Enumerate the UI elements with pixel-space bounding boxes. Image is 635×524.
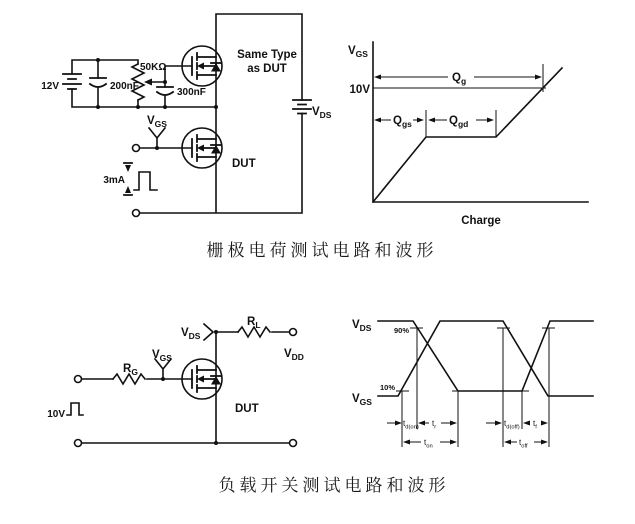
vgs-trace (378, 321, 593, 396)
current-source-icon (124, 163, 132, 195)
load-switch-circuit (47, 316, 304, 447)
td-off-label: $t_{d(off)}$ (504, 419, 520, 431)
capacitor-200nf-icon (90, 78, 106, 87)
gate-charge-caption: 栅极电荷测试电路和波形 (206, 241, 438, 260)
timing-reference-lines (402, 328, 549, 447)
level-10v-label: 10V (349, 84, 370, 96)
terminal-node (75, 376, 82, 383)
capacitor-300nf-icon (157, 87, 173, 95)
toff-label: $t_{off}$ (519, 438, 528, 450)
threshold-ticks (393, 326, 555, 391)
tf-label: $t_f$ (533, 419, 537, 431)
supply-voltage-label: 12V (41, 81, 59, 92)
qg-label: $Q_g$ (452, 72, 467, 86)
vgs-probe-icon (149, 128, 165, 148)
ton-label: $t_{on}$ (424, 438, 433, 450)
load-switch-waveform (352, 319, 593, 450)
upper-fet-label-line2: as DUT (247, 63, 287, 75)
chart-x-axis-label: Charge (461, 215, 501, 227)
resistor-rl-icon (238, 327, 270, 337)
vds-supply-label: $V_{DS}$ (312, 106, 332, 120)
pulse-waveform-icon (67, 403, 83, 415)
rl-label: $R_L$ (247, 316, 261, 330)
pulse-waveform-icon (134, 172, 157, 190)
dut-label: DUT (232, 158, 256, 170)
gate-charge-waveform (348, 42, 588, 227)
vds-trace-label: $V_{DS}$ (352, 319, 372, 333)
gate-charge-circuit (41, 14, 332, 217)
vds-probe-icon (204, 324, 213, 340)
dut-label: DUT (235, 403, 259, 415)
terminal-node (133, 145, 140, 152)
chart-y-axis-label: $V_{GS}$ (348, 45, 368, 59)
td-on-label: $t_{d(on)}$ (403, 419, 419, 431)
pot-label: 50KΩ (140, 62, 167, 73)
vdd-label: $V_{DD}$ (284, 348, 304, 362)
vgs-trace-label: $V_{GS}$ (352, 393, 372, 407)
tr-label: $t_r$ (432, 419, 437, 431)
terminal-node (290, 440, 297, 447)
upper-fet-label-line1: Same Type (237, 49, 297, 61)
vds-node-label: $V_{DS}$ (181, 327, 201, 341)
dimension-ticks (426, 64, 543, 137)
level-90pct-label: 90% (393, 326, 409, 335)
load-switch-caption: 负载开关测试电路和波形 (218, 476, 450, 495)
vgs-probe-label: $V_{GS}$ (152, 349, 172, 363)
level-10pct-label: 10% (379, 383, 395, 392)
resistor-rg-icon (113, 374, 145, 384)
qgd-label: $Q_{gd}$ (449, 115, 469, 129)
potentiometer-wiper-arrow (144, 79, 152, 86)
terminal-node (290, 329, 297, 336)
circuit-wires (82, 332, 290, 443)
cap1-label: 200nF (110, 81, 139, 92)
terminal-node (75, 440, 82, 447)
vds-trace (378, 321, 593, 391)
cap2-label: 300nF (177, 87, 206, 98)
terminal-node (133, 210, 140, 217)
current-source-label: 3mA (103, 175, 125, 186)
vgs-probe-label: $V_{GS}$ (147, 115, 167, 129)
battery-vds-icon (293, 100, 311, 114)
pulse-amplitude-label: 10V (47, 409, 65, 420)
rg-label: $R_G$ (123, 363, 138, 377)
battery-12v-icon (63, 74, 81, 89)
qgs-label: $Q_{gs}$ (393, 115, 412, 129)
